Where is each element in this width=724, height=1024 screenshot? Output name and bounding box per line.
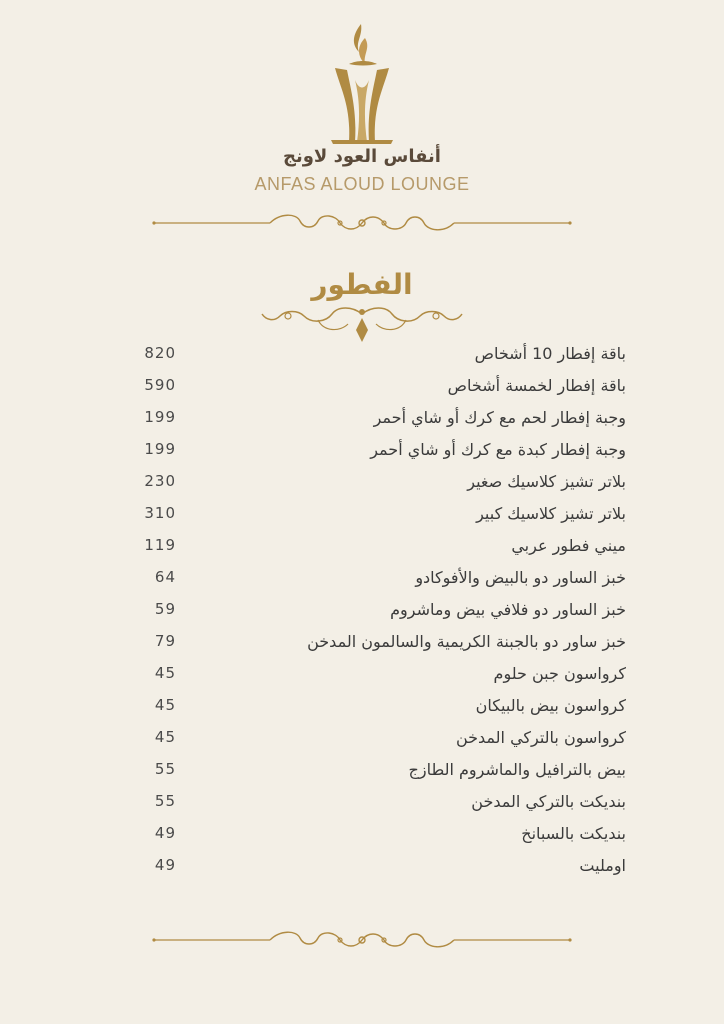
menu-item-name: اومليت xyxy=(579,856,626,875)
brand-name-english: ANFAS ALOUD LOUNGE xyxy=(254,174,470,194)
incense-flame-logo-icon xyxy=(327,20,397,146)
breakfast-menu-list xyxy=(0,340,724,884)
menu-item-price: 820 xyxy=(144,344,176,362)
menu-item-price: 55 xyxy=(154,792,176,810)
menu-item-price: 119 xyxy=(144,536,176,554)
menu-item-name: باقة إفطار لخمسة أشخاص xyxy=(447,376,626,395)
flourish-divider-icon xyxy=(150,928,574,952)
menu-item xyxy=(0,404,724,436)
menu-item-price: 590 xyxy=(144,376,176,394)
flourish-divider-icon xyxy=(150,211,574,235)
menu-item xyxy=(0,852,724,884)
menu-item-name: بنديكت بالسبانخ xyxy=(521,824,626,843)
menu-item xyxy=(0,436,724,468)
brand-name-arabic: أنفاس العود لاونج xyxy=(283,146,441,167)
menu-item-price: 64 xyxy=(154,568,176,586)
menu-item-name: ميني فطور عربي xyxy=(511,536,626,555)
menu-item xyxy=(0,724,724,756)
menu-item xyxy=(0,660,724,692)
menu-item xyxy=(0,372,724,404)
menu-item-price: 230 xyxy=(144,472,176,490)
menu-item xyxy=(0,756,724,788)
menu-item-price: 45 xyxy=(154,728,176,746)
menu-item-name: وجبة إفطار كبدة مع كرك أو شاي أحمر xyxy=(370,440,626,459)
menu-item-name: وجبة إفطار لحم مع كرك أو شاي أحمر xyxy=(373,408,626,427)
menu-item-price: 49 xyxy=(154,824,176,842)
menu-item xyxy=(0,692,724,724)
menu-item-name: بلاتر تشيز كلاسيك صغير xyxy=(467,472,626,491)
menu-item xyxy=(0,596,724,628)
menu-item-price: 199 xyxy=(144,440,176,458)
menu-item xyxy=(0,628,724,660)
menu-item xyxy=(0,564,724,596)
menu-item-price: 199 xyxy=(144,408,176,426)
brand-logo xyxy=(0,20,724,146)
menu-item xyxy=(0,820,724,852)
menu-item-name: كرواسون بيض بالبيكان xyxy=(475,696,626,715)
menu-item-price: 45 xyxy=(154,664,176,682)
menu-item xyxy=(0,788,724,820)
menu-item-price: 49 xyxy=(154,856,176,874)
menu-item-name: خبز ساور دو بالجبنة الكريمية والسالمون المدخن xyxy=(307,632,626,651)
menu-item-price: 79 xyxy=(154,632,176,650)
menu-item-name: كرواسون بالتركي المدخن xyxy=(455,728,626,747)
menu-item-name: كرواسون جبن حلوم xyxy=(493,664,626,683)
menu-item-name: بنديكت بالتركي المدخن xyxy=(471,792,626,811)
menu-item-name: خبز الساور دو بالبيض والأفوكادو xyxy=(415,568,626,587)
menu-item xyxy=(0,468,724,500)
menu-item-name: خبز الساور دو فلافي بيض وماشروم xyxy=(390,600,626,619)
menu-item-price: 55 xyxy=(154,760,176,778)
menu-item xyxy=(0,500,724,532)
menu-item-name: بيض بالترافيل والماشروم الطازج xyxy=(408,760,626,779)
menu-item-price: 310 xyxy=(144,504,176,522)
menu-item-name: باقة إفطار 10 أشخاص xyxy=(474,344,626,363)
menu-item xyxy=(0,340,724,372)
menu-item-price: 59 xyxy=(154,600,176,618)
menu-item xyxy=(0,532,724,564)
menu-item-price: 45 xyxy=(154,696,176,714)
section-title: الفطور xyxy=(311,268,413,301)
menu-item-name: بلاتر تشيز كلاسيك كبير xyxy=(476,504,626,523)
